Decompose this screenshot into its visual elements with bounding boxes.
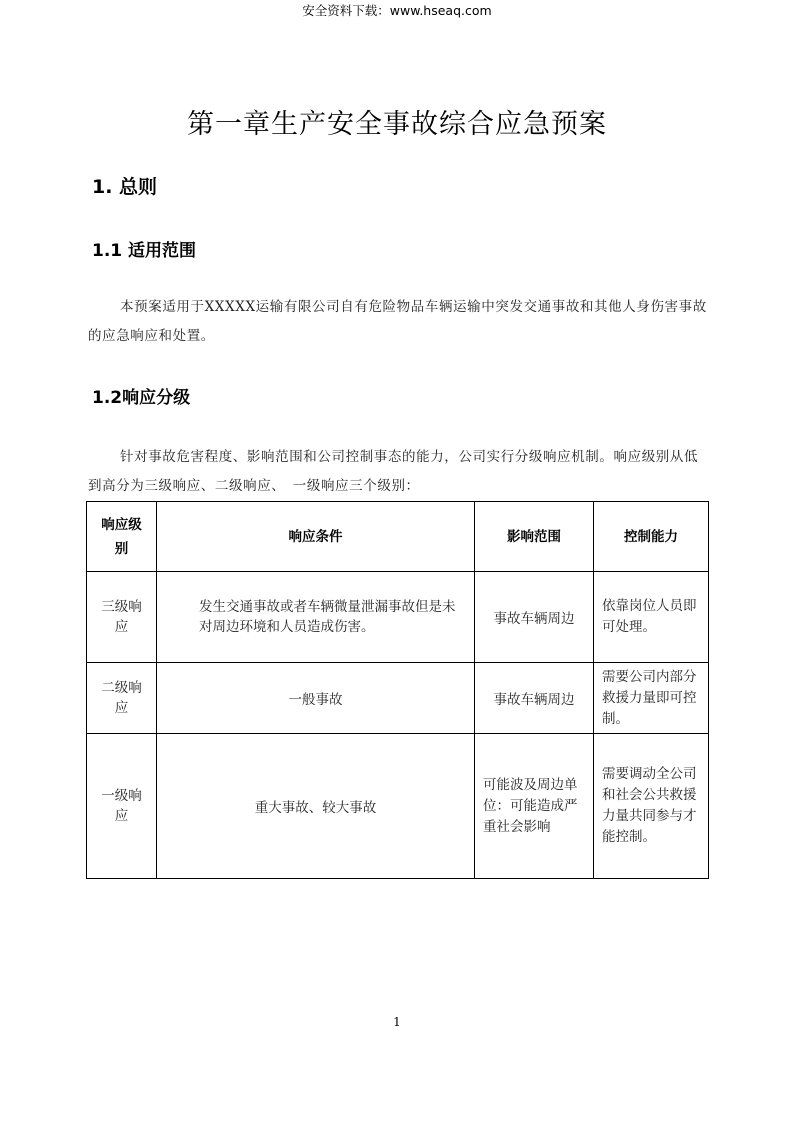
scope-paragraph: 本预案适用于XXXXX运输有限公司自有危险物品车辆运输中突发交通事故和其他人身伤害事故的应急响应和处置。 xyxy=(88,299,707,344)
response-level-table xyxy=(86,501,709,879)
document-title: 第一章生产安全事故综合应急预案 xyxy=(187,109,607,140)
section-heading-scope: 1.1 适用范围 xyxy=(92,241,197,261)
row-scope: 可能波及周边单位：可能造成严重社会影响 xyxy=(475,734,594,879)
row-level: 一级响应 xyxy=(87,734,157,879)
row-capability: 需要公司内部分救援力量即可控制。 xyxy=(594,663,709,734)
table-row xyxy=(87,572,709,663)
row-condition: 发生交通事故或者车辆微量泄漏事故但是未对周边环境和人员造成伤害。 xyxy=(157,572,475,663)
header-response-level: 响应级别 xyxy=(87,502,157,572)
header-impact-scope: 影响范围 xyxy=(475,502,594,572)
header-control-capability: 控制能力 xyxy=(594,502,709,572)
row-capability: 需要调动全公司和社会公共救援力量共同参与才能控制。 xyxy=(594,734,709,879)
row-condition: 一般事故 xyxy=(157,663,475,734)
row-level: 二级响应 xyxy=(87,663,157,734)
row-condition: 重大事故、较大事故 xyxy=(157,734,475,879)
table-row xyxy=(87,734,709,879)
row-level: 三级响应 xyxy=(87,572,157,663)
row-capability: 依靠岗位人员即可处理。 xyxy=(594,572,709,663)
section-heading-response-levels: 1.2响应分级 xyxy=(92,388,191,408)
response-levels-paragraph: 针对事故危害程度、影响范围和公司控制事态的能力，公司实行分级响应机制。响应级别从低到高分为三级响应、二级响应、 一级响应三个级别： xyxy=(88,449,699,494)
page-number: 1 xyxy=(393,1015,401,1029)
section-heading-general: 1. 总则 xyxy=(92,176,158,198)
table-header-row xyxy=(87,502,709,572)
row-scope: 事故车辆周边 xyxy=(475,572,594,663)
header-response-condition: 响应条件 xyxy=(157,502,475,572)
row-scope: 事故车辆周边 xyxy=(475,663,594,734)
table-row xyxy=(87,663,709,734)
site-header: 安全资料下载：www.hseaq.com xyxy=(302,3,492,18)
